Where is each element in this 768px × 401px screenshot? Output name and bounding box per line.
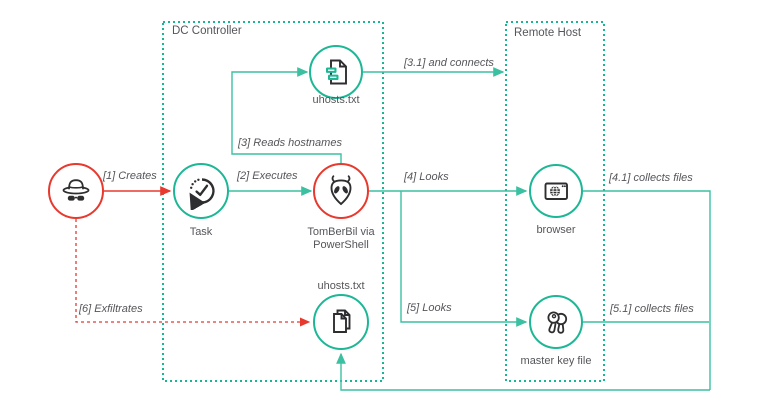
spy-icon — [58, 173, 94, 209]
master-key-node — [529, 295, 583, 349]
tomberbil-label: TomBerBil via PowerShell — [307, 226, 375, 251]
browser-node — [529, 164, 583, 218]
task-node — [173, 163, 229, 219]
attacker-node — [48, 163, 104, 219]
scheduled-task-icon — [182, 172, 220, 210]
uhosts-top-node — [309, 45, 363, 99]
uhosts-top-label: uhosts.txt — [312, 94, 360, 106]
documents-icon — [322, 303, 360, 341]
tomberbil-node — [313, 163, 369, 219]
browser-label: browser — [536, 224, 576, 236]
edge-2-label: [2] Executes — [237, 170, 298, 182]
alien-icon — [322, 172, 360, 210]
edge-1-label: [1] Creates — [103, 170, 157, 182]
keys-icon — [537, 303, 575, 341]
edge-4-label: [4] Looks — [404, 171, 449, 183]
remote-host-zone-title: Remote Host — [514, 27, 582, 39]
browser-icon — [538, 173, 574, 209]
edge-4-1-label: [4.1] collects files — [609, 172, 693, 184]
task-label: Task — [189, 226, 213, 238]
edge-3-label: [3] Reads hostnames — [238, 137, 342, 149]
edge-3-1-label: [3.1] and connects — [404, 57, 494, 69]
dc-controller-zone-title: DC Controller — [172, 25, 242, 37]
uhosts-bottom-label: uhosts.txt — [317, 280, 365, 292]
uhosts-bottom-node — [313, 294, 369, 350]
edge-5-label: [5] Looks — [407, 302, 452, 314]
master-key-label: master key file — [520, 355, 592, 367]
edge-5-1-label: [5.1] collects files — [610, 303, 694, 315]
hosts-file-icon — [318, 54, 354, 90]
edge-6-label: [6] Exfiltrates — [79, 303, 143, 315]
